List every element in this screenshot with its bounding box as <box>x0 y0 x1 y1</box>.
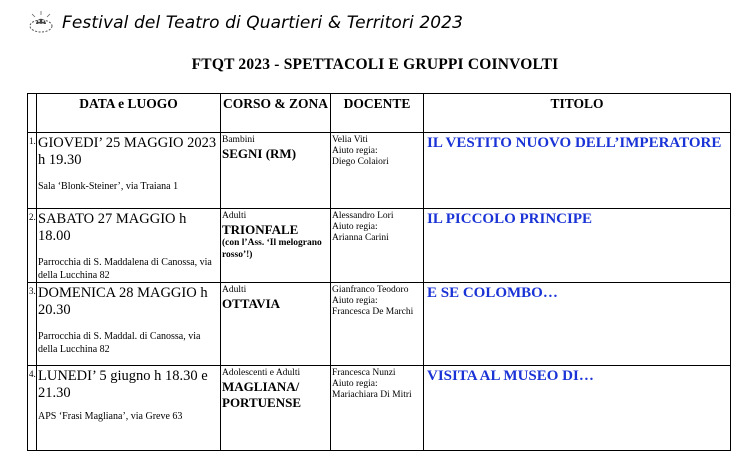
table-header-row <box>28 94 731 133</box>
teacher-name: Gianfranco Teodoro <box>332 285 409 295</box>
course-zone: TRIONFALE <box>222 222 299 237</box>
assistant-name: Diego Colaiori <box>332 157 389 167</box>
row-number: 1. <box>29 136 36 146</box>
assistant-label: Aiuto regia: <box>332 296 378 306</box>
event-place: APS ‘Frasi Magliana’, via Greve 63 <box>38 411 183 422</box>
event-date: SABATO 27 MAGGIO h 18.00 <box>38 211 187 244</box>
event-date: DOMENICA 28 MAGGIO h 20.30 <box>38 285 208 318</box>
header-titolo: TITOLO <box>424 94 731 133</box>
table-row <box>28 283 731 366</box>
header-docente: DOCENTE <box>331 94 424 133</box>
course-note: (con l’Ass. ‘Il melograno rosso’!) <box>222 238 322 260</box>
event-date: GIOVEDI’ 25 MAGGIO 2023 h 19.30 <box>38 135 217 168</box>
row-number: 3. <box>29 286 36 296</box>
teacher-name: Francesca Nunzi <box>332 368 396 378</box>
performances-table <box>27 93 731 451</box>
page-title: FTQT 2023 - SPETTACOLI E GRUPPI COINVOLTI <box>191 56 559 73</box>
assistant-name: Arianna Carini <box>332 233 389 243</box>
course-zone: OTTAVIA <box>222 296 281 311</box>
header-corso-zona: CORSO & ZONA <box>221 94 331 133</box>
course-type: Adulti <box>222 285 247 295</box>
course-zone: MAGLIANA/ PORTUENSE <box>222 379 302 410</box>
row-number: 4. <box>29 369 36 379</box>
assistant-label: Aiuto regia: <box>332 222 378 232</box>
course-zone: SEGNI (RM) <box>222 146 297 161</box>
event-place: Sala ‘Blonk-Steiner’, via Traiana 1 <box>38 181 179 192</box>
course-type: Adolescenti e Adulti <box>222 368 301 378</box>
table-row <box>28 133 731 209</box>
assistant-name: Francesca De Marchi <box>332 307 414 317</box>
header-data-luogo: DATA e LUOGO <box>37 94 221 133</box>
assistant-name: Mariachiara Di Mitri <box>332 390 412 400</box>
event-place: Parrocchia di S. Maddalena di Canossa, via della Lucchina 82 <box>38 257 212 281</box>
course-type: Bambini <box>222 135 255 145</box>
assistant-label: Aiuto regia: <box>332 146 378 156</box>
page-header <box>28 6 463 40</box>
festival-logo-icon <box>28 10 54 36</box>
assistant-label: Aiuto regia: <box>332 379 378 389</box>
teacher-name: Alessandro Lori <box>332 211 394 221</box>
show-title: IL PICCOLO PRINCIPE <box>427 211 593 227</box>
event-date: LUNEDI’ 5 giugno h 18.30 e 21.30 <box>38 368 208 401</box>
course-type: Adulti <box>222 211 247 221</box>
show-title: VISITA AL MUSEO DI… <box>427 368 594 384</box>
header-number-cell <box>28 94 37 133</box>
festival-title: Festival del Teatro di Quartieri & Territori 2023 <box>62 13 463 33</box>
row-number: 2. <box>29 212 36 222</box>
table-row <box>28 366 731 451</box>
event-place: Parrocchia di S. Maddal. di Canossa, via della Lucchina 82 <box>38 331 201 355</box>
show-title: E SE COLOMBO… <box>427 285 558 301</box>
show-title: IL VESTITO NUOVO DELL’IMPERATORE <box>427 135 722 151</box>
table-row <box>28 209 731 283</box>
teacher-name: Velia Viti <box>332 135 368 145</box>
